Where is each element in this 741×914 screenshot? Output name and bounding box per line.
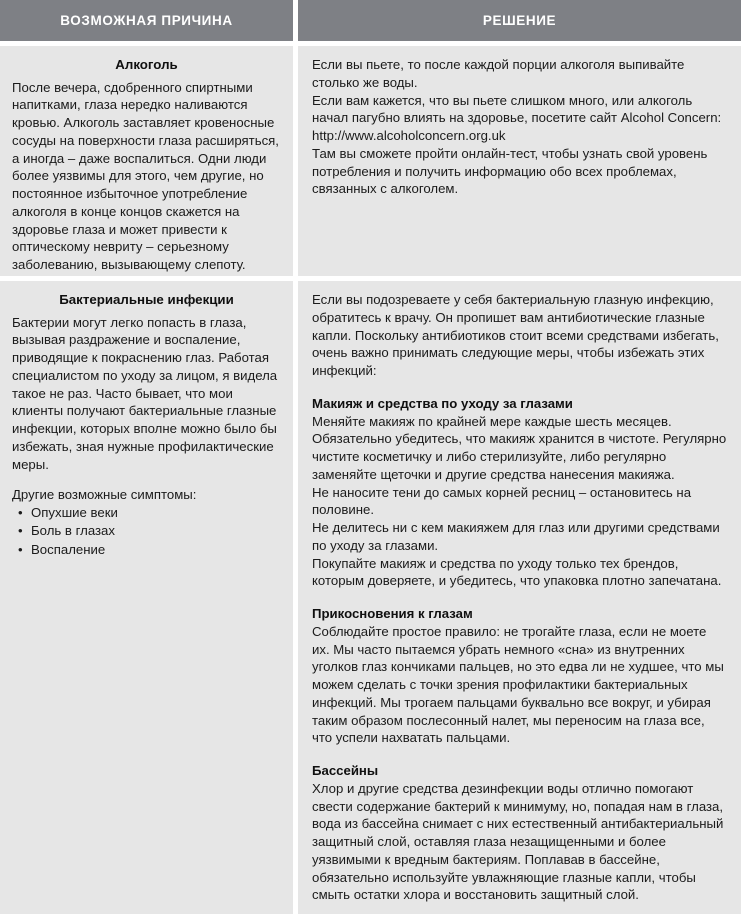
symptoms-list	[12, 504, 281, 559]
cause-title-bacterial: Бактериальные инфекции	[59, 292, 234, 307]
solution-intro-paragraph: Если вы подозреваете у себя бактериальную глазную инфекцию, обратитесь к врачу. Он пропишет вам антибиотические глазные капли. Поскольку антибиотиков стоит всеми средствами избегать, очень важно принимать следующие меры, чтобы избежать этих инфекций:	[312, 292, 719, 378]
table-header-row	[0, 0, 741, 41]
section-paragraph: Покупайте макияж и средства по уходу только тех брендов, которым доверяете, и убедитесь, что упаковка плотно запечатана.	[312, 555, 722, 589]
list-item	[12, 522, 281, 540]
table-row-alcohol	[0, 46, 741, 276]
section-paragraph: Хлор и другие средства дезинфекции воды отлично помогают свести содержание бактерий к минимуму, но, попадая нам в глаза, вода из бассейна снимает с них естественный антибактериальный защитный слой, оставляя глаза незащищенными и более уязвимыми к вредным бактериям. Поплавав в бассейне, обязательно используйте увлажняющие глазные капли, чтобы смыть остатки хлора и восстановить защитный слой.	[312, 780, 724, 903]
table-row-bacterial-infections	[0, 281, 741, 914]
section-paragraph: Не делитесь ни с кем макияжем для глаз или другими средствами по уходу за глазами.	[312, 520, 720, 553]
cause-cell-alcohol	[0, 46, 293, 276]
solution-cell-bacterial	[298, 281, 741, 914]
cause-paragraph: Бактерии могут легко попасть в глаза, вызывая раздражение и воспаление, приводящие к покраснению глаз. Работая специалистом по уходу за лицом, я видела такое не раз. Часто бывает, что мои клиенты получают бактериальные глазные инфекции, которых вполне можно было бы избежать, зная нужные профилактические меры.	[12, 314, 278, 472]
list-item-label: Боль в глазах	[31, 523, 115, 539]
section-heading: Макияж и средства по уходу за глазами	[312, 395, 573, 411]
cause-cell-bacterial	[0, 281, 293, 914]
list-item	[12, 504, 281, 522]
column-header-solution: РЕШЕНИЕ	[298, 0, 741, 41]
list-item-label: Опухшие веки	[31, 505, 118, 521]
section-heading: Бассейны	[312, 763, 379, 778]
solution-section-makeup	[312, 395, 727, 590]
solution-section-touching-eyes	[312, 605, 727, 747]
symptoms-list-intro: Другие возможные симптомы:	[12, 487, 197, 503]
section-paragraph: Меняйте макияж по крайней мере каждые шесть месяцев.	[312, 413, 672, 429]
bullet-icon: •	[18, 523, 23, 539]
paragraph-spacer	[12, 473, 281, 486]
column-header-cause: ВОЗМОЖНАЯ ПРИЧИНА	[0, 0, 293, 41]
solution-section-swimming-pools	[312, 762, 727, 904]
list-item-label: Воспаление	[31, 541, 106, 557]
solution-paragraph: Там вы сможете пройти онлайн-тест, чтобы узнать свой уровень потребления и получить информацию обо всех проблемах, связанных с алкоголем.	[312, 145, 708, 197]
solution-cell-alcohol	[298, 46, 741, 276]
cause-paragraph: После вечера, сдобренного спиртными напитками, глаза нередко наливаются кровью. Алкоголь заставляет кровеносные сосуды на поверхности глаза расширяться, а иногда – даже воспалиться. Одни люди более уязвимы для этого, чем другие, но постоянное избыточное употребление алкоголя в конце концов скажется на здоровье глаза и может привести к оптическому невриту – серьезному заболеванию, вызывающему слепоту.	[12, 79, 279, 273]
solution-paragraph: Если вы пьете, то после каждой порции алкоголя выпивайте столько же воды.	[312, 57, 685, 90]
section-paragraph: Обязательно убедитесь, что макияж хранится в чистоте. Регулярно чистите косметичку и либо стерилизуйте, либо регулярно заменяйте щеточки и другие средства нанесения макияжа.	[312, 431, 727, 482]
bullet-icon: •	[18, 505, 23, 521]
section-paragraph: Не наносите тени до самых корней ресниц – остановитесь на половине.	[312, 484, 692, 518]
bullet-icon: •	[18, 541, 23, 557]
section-paragraph: Соблюдайте простое правило: не трогайте глаза, если не моете их. Мы часто пытаемся убрать немного «сна» из внутренних уголков глаз кончиками пальцев, но это едва ли не худшее, что мы можем сделать с точки зрения профилактики бактериальных инфекций. Мы трогаем пальцами буквально все вокруг, и убирая таким образом послесонный налет, мы переносим на глаза все, что успели нахватать пальцами.	[312, 623, 724, 746]
list-item	[12, 541, 281, 559]
cause-title-alcohol: Алкоголь	[115, 57, 178, 72]
section-heading: Прикосновения к глазам	[312, 606, 473, 621]
solution-paragraph: Если вам кажется, что вы пьете слишком много, или алкоголь начал пагубно влиять на здоровье, посетите сайт Alcohol Concern: http://www.alcoholconcern.org.uk	[312, 92, 722, 143]
